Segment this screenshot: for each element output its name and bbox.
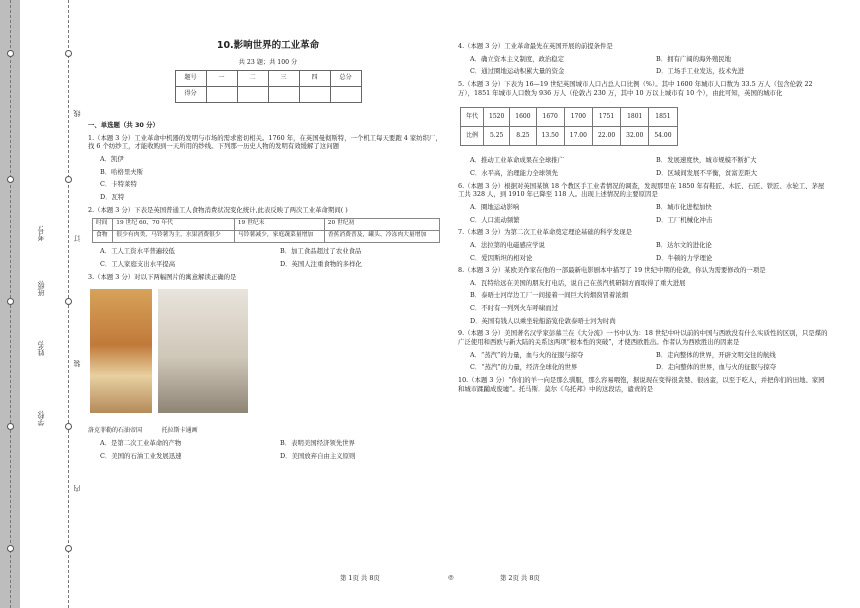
option[interactable]: A．瓦特给远在美国的朋友打电话，说自己在蒸汽机研制方面取得了重大进展 (470, 278, 686, 287)
inner-mark-line: 线 (73, 110, 81, 117)
table-cell: 5.25 (484, 127, 510, 146)
inner-mark-bind: 订 (73, 235, 81, 242)
option[interactable]: A．确立资本主义制度，政治稳定 (470, 54, 565, 63)
score-cell: 四 (299, 71, 330, 87)
table-cell: 20 世纪初 (324, 219, 439, 231)
question-stem: 8.（本题 3 分）某欧美作家在他的一部最新电影剧本中描写了 19 世纪中期的伦敦，你认为需要修改的一项是 (458, 266, 766, 275)
hole-circle (7, 50, 14, 57)
rockefeller-cartoon-image (90, 289, 152, 413)
inner-mark-inside: 内 (73, 485, 81, 492)
option[interactable]: C．通过圈地运动积累大量的资金 (470, 67, 565, 76)
table-cell: 1851 (649, 108, 677, 127)
class-field[interactable]: 班级: (37, 280, 45, 297)
score-cell: 总分 (330, 71, 361, 87)
score-input[interactable] (237, 87, 268, 103)
option[interactable]: B．拥有广阔的海外殖民地 (656, 54, 731, 63)
question-stem: 1.（本题 3 分）工业革命中机器的发明与市场的需求密切相关。1760 年，在英国曼彻斯特，一个机工每天要跑 4 家纺织厂，找 6 个纺纱工，才能收购到一天所用的纱线。下列那一历史人物的发明有效缓解了这问题 (88, 133, 442, 151)
caption: 洛克菲勒的石油帝国 (88, 427, 143, 435)
question-stem: 7.（本题 3 分）为第二次工业革命奠定理论基础的科学发现是 (458, 228, 632, 237)
food-table (92, 218, 440, 243)
section-heading: 一、单选题（共 30 分） (88, 121, 159, 130)
option[interactable]: D．区域间发展不平衡，贫富差距大 (656, 169, 757, 178)
table-cell: 19 世纪末 (234, 219, 324, 231)
caption: 托拉斯卡通画 (161, 427, 198, 435)
score-cell: 题号 (175, 71, 206, 87)
table-cell: 1670 (536, 108, 564, 127)
table-cell: 1801 (621, 108, 649, 127)
page-number-right: 第 2页 共 8页 (500, 574, 540, 582)
question-stem: 9.（本题 3 分）美国著名汉学家彭慕兰在《大分流》一书中认为：18 世纪中叶以前的中国与西欧没有什么实质性的区别，只是煤的广泛使用和西欧与新大陆的关系这两项“根本性的突破”，才使西欧胜出。作者认为西欧胜出的因素是 (458, 329, 828, 346)
table-cell: 22.00 (592, 127, 620, 146)
name-field[interactable]: 姓名: (37, 340, 45, 357)
table-cell: 1520 (484, 108, 510, 127)
question-stem: 5.（本题 3 分）下表为 16—19 世纪英国城市人口占总人口比例（%）。其中 1600 年城市人口数为 33.5 万人（包含伦敦 22 万），1851 年城市人口数为 936 万人（伦敦占 230 万，其中 10 万以上城市有 10 个），由此可知，英国的城市化 (458, 79, 813, 97)
city-table (460, 107, 678, 146)
score-input[interactable] (206, 87, 237, 103)
option[interactable]: C．卡特莱特 (100, 180, 137, 189)
table-cell: 年代 (461, 108, 484, 127)
option[interactable]: A．凯伊 (100, 155, 124, 164)
option[interactable]: D．英国人注重食物的多样化 (280, 259, 362, 268)
center-circle-icon: ◎ (448, 573, 454, 581)
table-cell: 32.00 (621, 127, 649, 146)
option[interactable]: A．法拉第的电磁感应学说 (470, 240, 545, 249)
option[interactable]: D．工厂机械化冲击 (656, 215, 713, 224)
option[interactable]: B．达尔文的进化论 (656, 240, 712, 249)
option[interactable]: B．走向整体的世界，开辟文明交往的航线 (656, 350, 776, 359)
right-column (458, 38, 830, 393)
option[interactable]: C．爱因斯坦的相对论 (470, 253, 533, 262)
page-subtitle: 共 23 题；共 100 分 (238, 58, 298, 66)
school-field[interactable]: 学校: (37, 410, 45, 427)
option[interactable]: B．加工食品超过了农业食品 (280, 247, 362, 256)
option[interactable]: C．美国的石油工业发展迅速 (100, 451, 182, 460)
option[interactable]: A．是第二次工业革命的产物 (100, 439, 182, 448)
image-captions (88, 427, 448, 435)
table-cell: 时间 (93, 219, 113, 231)
option[interactable]: B．城市化进程加快 (656, 202, 712, 211)
option[interactable]: D．走向整体的世界，血与火的征服与掠夺 (656, 363, 777, 372)
table-cell: 13.50 (536, 127, 564, 146)
inner-mark-pack: 装 (73, 360, 81, 367)
option[interactable]: D．牛顿的力学理论 (656, 253, 713, 262)
score-cell: 三 (268, 71, 299, 87)
table-cell: 香蕉消费普及，罐头、冷冻肉大量增加 (324, 231, 439, 243)
table-cell: 8.25 (510, 127, 536, 146)
table-cell: 马铃薯减少，家庭蔬菜量增加 (234, 231, 324, 243)
question-stem: 2.（本题 3 分）下表是英国普通工人食物消费状况变化统计,此表反映了两次工业革命期间( ) (88, 205, 348, 214)
exam-number-field[interactable]: 考号: (37, 225, 45, 242)
option[interactable]: D．美国放弃自由主义原则 (280, 451, 356, 460)
score-cell: 一 (206, 71, 237, 87)
page-number-left: 第 1页 共 8页 (340, 574, 380, 582)
option[interactable]: A．推动工业革命成果在全球推广 (470, 156, 565, 165)
hole-circle (65, 423, 72, 430)
option[interactable]: C．工人家庭支出水平提高 (100, 259, 176, 268)
table-cell: 1751 (592, 108, 620, 127)
option[interactable]: A．工人工资水平普遍较低 (100, 247, 175, 256)
hole-circle (65, 545, 72, 552)
table-cell: 1700 (564, 108, 592, 127)
table-cell: 19 世纪 60、70 年代 (113, 219, 235, 231)
table-cell: 比例 (461, 127, 484, 146)
trust-cartoon-image (158, 289, 248, 413)
hole-circle (7, 176, 14, 183)
option[interactable]: B．哈格里夫斯 (100, 167, 144, 176)
hole-circle (7, 298, 14, 305)
hole-circle (65, 176, 72, 183)
option[interactable]: A．圈地运动影响 (470, 202, 520, 211)
binding-margin (0, 0, 81, 608)
option[interactable]: C．不时有一列列火车呼啸而过 (470, 304, 558, 313)
question-stem: 10.（本题 3 分）“你们的羊一向是那么驯服，那么容易喂饱，据说现在变得很贪婪、很凶蛮，以至于吃人，并把你们的田地、家园和城市蹂躏成废墟”。托马斯．莫尔《乌托邦》中的这段话，谴责的是 (458, 375, 825, 393)
option[interactable]: B．泰晤士河岸边工厂一间接着一间巨大的烟囱冒着浓烟 (470, 291, 629, 300)
option[interactable]: C．“蒸汽”的力量，经济全球化的世界 (470, 363, 578, 372)
option[interactable]: C．人口流动频繁 (470, 215, 520, 224)
table-cell: 1600 (510, 108, 536, 127)
option[interactable]: C．水平高，治理能力全球领先 (470, 169, 558, 178)
question-stem: 6.（本题 3 分）根据对英国某镇 18 个教区手工业者情况的调查，发现那里在 1850 年有鞋匠、木匠、石匠、铁匠、水轮工、茅屋工共 328 人，到 1910 年已降至 118 人。出现上述情况的主要原因是 (458, 181, 825, 199)
score-input[interactable] (268, 87, 299, 103)
option[interactable]: A．“蒸汽”的力量，血与火的征服与掠夺 (470, 350, 584, 359)
score-input[interactable] (299, 87, 330, 103)
option[interactable]: B．表明美国经济领先世界 (280, 439, 355, 448)
left-column (88, 0, 448, 461)
hole-circle (7, 545, 14, 552)
table-cell: 17.00 (564, 127, 592, 146)
score-table (175, 70, 362, 103)
option[interactable]: D．工场手工业发达，技术先进 (656, 67, 745, 76)
table-cell: 54.00 (649, 127, 677, 146)
option[interactable]: D．瓦特 (100, 193, 125, 202)
hole-circle (65, 298, 72, 305)
score-input[interactable] (330, 87, 361, 103)
score-cell: 二 (237, 71, 268, 87)
option[interactable]: B．发展速度快，城市规模不断扩大 (656, 156, 757, 165)
page-title: 10.影响世界的工业革命 (216, 40, 320, 51)
score-cell: 得分 (175, 87, 206, 103)
table-cell: 食物 (93, 231, 113, 243)
option[interactable]: D．英国有钱人以乘坐轮船游览伦敦泰晤士河为时尚 (470, 316, 616, 325)
hole-circle (65, 50, 72, 57)
hole-circle (7, 423, 14, 430)
question-stem: 4.（本题 3 分）工业革命最先在英国开展的前提条件是 (458, 42, 613, 50)
table-cell: 很少有肉类，马铃薯为主，水果消费很少 (113, 231, 235, 243)
cartoon-images (88, 285, 448, 425)
question-stem: 3.（本题 3 分）对以下两幅图片的寓意解读正确的是 (88, 272, 237, 281)
